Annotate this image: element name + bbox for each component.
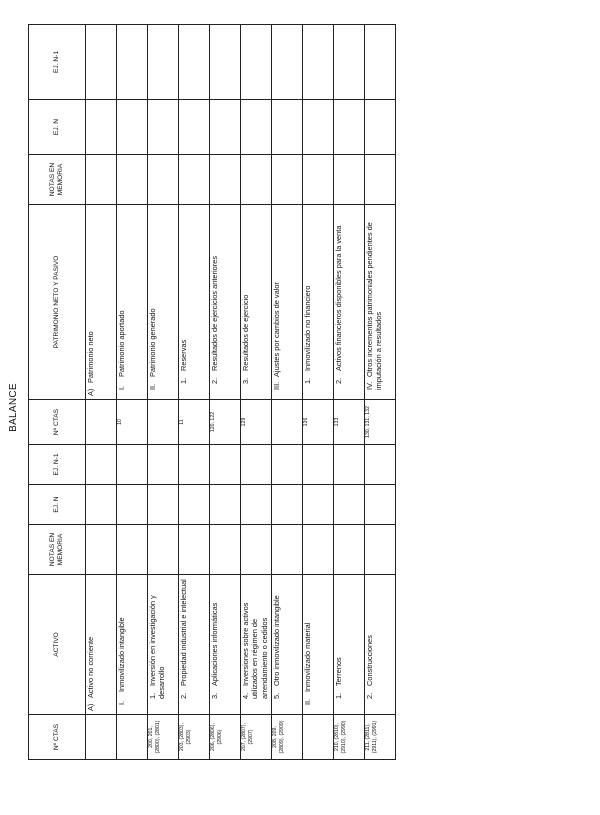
pasivo-item: [148, 205, 179, 400]
activo-ctas: 200, 201, (2800), (2801): [148, 715, 179, 760]
activo-item: [86, 575, 117, 715]
pasivo-ejn-cell: [303, 100, 334, 155]
table-row: [210, 25, 241, 760]
activo-ejn-cell: [272, 485, 303, 525]
header-activo-notas: NOTAS EN MEMORIA: [29, 525, 86, 575]
pasivo-item: [334, 205, 365, 400]
pasivo-marker: II.: [148, 383, 157, 390]
pasivo-marker: I.: [117, 385, 126, 390]
pasivo-ejn1-cell: [148, 25, 179, 100]
activo-ejn-cell: [179, 485, 210, 525]
activo-ejn1-cell: [117, 445, 148, 485]
activo-item: [272, 575, 303, 715]
activo-notas-cell: [179, 525, 210, 575]
activo-label: Terrenos: [334, 657, 343, 686]
activo-ctas: 207, (2807), (2907): [241, 715, 272, 760]
header-pasivo-ctas: Nº CTAS: [29, 400, 86, 445]
pasivo-ejn-cell: [86, 100, 117, 155]
activo-item: [148, 575, 179, 715]
activo-ejn-cell: [210, 485, 241, 525]
pasivo-notas-cell: [303, 155, 334, 205]
activo-label: Inmovilizado material: [303, 622, 312, 692]
activo-label: Otro inmovilizado intangible: [272, 595, 281, 686]
pasivo-ejn1-cell: [179, 25, 210, 100]
table-row: [303, 25, 334, 760]
pasivo-marker: 2.: [334, 377, 343, 384]
activo-item: [365, 575, 396, 715]
header-pasivo-notas: NOTAS EN MEMORIA: [29, 155, 86, 205]
activo-marker: 1.: [334, 692, 343, 699]
pasivo-ctas: 136: [303, 400, 334, 445]
pasivo-item: [272, 205, 303, 400]
pasivo-ejn-cell: [148, 100, 179, 155]
activo-ejn1-cell: [272, 445, 303, 485]
activo-ejn1-cell: [148, 445, 179, 485]
pasivo-ejn-cell: [365, 100, 396, 155]
activo-ctas: 211, (2811), (2911), (2991): [365, 715, 396, 760]
header-pasivo-ejn1: EJ. N-1: [29, 25, 86, 100]
activo-notas-cell: [365, 525, 396, 575]
pasivo-ejn-cell: [241, 100, 272, 155]
activo-marker: 2.: [365, 692, 374, 699]
pasivo-label: Patrimonio neto: [86, 331, 95, 383]
pasivo-marker: 1.: [179, 377, 188, 384]
pasivo-item: [179, 205, 210, 400]
header-activo: ACTIVO: [29, 575, 86, 715]
activo-item: [303, 575, 334, 715]
pasivo-notas-cell: [241, 155, 272, 205]
activo-ctas: 210, (2810), (2910), (2990): [334, 715, 365, 760]
pasivo-ejn-cell: [272, 100, 303, 155]
activo-notas-cell: [148, 525, 179, 575]
header-activo-ctas: Nº CTAS: [29, 715, 86, 760]
activo-ejn-cell: [148, 485, 179, 525]
pasivo-item: [303, 205, 334, 400]
activo-notas-cell: [210, 525, 241, 575]
pasivo-label: Reservas: [179, 339, 188, 371]
pasivo-label: Activos financieros disponibles para la venta: [334, 225, 343, 371]
activo-label: Construcciones: [365, 635, 374, 686]
activo-ctas: [86, 715, 117, 760]
activo-marker: II.: [303, 698, 312, 705]
activo-label: Activo no corriente: [86, 636, 95, 698]
pasivo-marker: 2.: [210, 377, 219, 384]
activo-ejn1-cell: [303, 445, 334, 485]
pasivo-ejn-cell: [179, 100, 210, 155]
pasivo-ejn1-cell: [241, 25, 272, 100]
pasivo-ctas: 10: [117, 400, 148, 445]
activo-item: [334, 575, 365, 715]
activo-ejn1-cell: [365, 445, 396, 485]
pasivo-ejn1-cell: [86, 25, 117, 100]
activo-marker: 5.: [272, 692, 281, 699]
pasivo-label: Ajustes por cambios de valor: [272, 282, 281, 377]
pasivo-ejn1-cell: [272, 25, 303, 100]
pasivo-ejn-cell: [334, 100, 365, 155]
pasivo-item: [365, 205, 396, 400]
activo-marker: 2.: [179, 692, 188, 699]
pasivo-notas-cell: [365, 155, 396, 205]
activo-notas-cell: [334, 525, 365, 575]
table-row: [334, 25, 365, 760]
pasivo-ctas: 11: [179, 400, 210, 445]
pasivo-ejn1-cell: [334, 25, 365, 100]
activo-ctas: 203, (2803), (2903): [179, 715, 210, 760]
activo-label: Inversión en investigación y desarrollo: [148, 595, 167, 699]
activo-notas-cell: [303, 525, 334, 575]
pasivo-ejn1-cell: [303, 25, 334, 100]
activo-ejn1-cell: [179, 445, 210, 485]
table-row: [148, 25, 179, 760]
table-header-row: [29, 25, 86, 760]
pasivo-label: Patrimonio aportado: [117, 310, 126, 377]
pasivo-ctas: [272, 400, 303, 445]
pasivo-ejn-cell: [117, 100, 148, 155]
table-row: [117, 25, 148, 760]
pasivo-ctas: 129: [241, 400, 272, 445]
activo-ctas: 206, (2806), (2906): [210, 715, 241, 760]
pasivo-ctas: 130, 131, 132: [365, 400, 396, 445]
pasivo-item: [241, 205, 272, 400]
pasivo-marker: 1.: [303, 377, 312, 384]
table-row: [179, 25, 210, 760]
table-row: [272, 25, 303, 760]
activo-label: Inmovilizado intangible: [117, 617, 126, 692]
activo-notas-cell: [86, 525, 117, 575]
activo-notas-cell: [272, 525, 303, 575]
header-activo-ejn1: EJ. N-1: [29, 445, 86, 485]
activo-ejn-cell: [365, 485, 396, 525]
activo-ejn1-cell: [210, 445, 241, 485]
activo-ejn1-cell: [334, 445, 365, 485]
pasivo-item: [210, 205, 241, 400]
activo-label: Aplicaciones informáticas: [210, 602, 219, 686]
pasivo-marker: 3.: [241, 377, 250, 384]
pasivo-notas-cell: [86, 155, 117, 205]
pasivo-notas-cell: [148, 155, 179, 205]
pasivo-ctas: [148, 400, 179, 445]
activo-ejn1-cell: [241, 445, 272, 485]
activo-marker: 1.: [148, 692, 157, 699]
pasivo-label: Inmovilizado no financiero: [303, 285, 312, 371]
activo-marker: A): [86, 703, 95, 711]
pasivo-label: Otros incrementos patrimoniales pendientes de imputación a resultados: [365, 222, 384, 390]
activo-marker: I.: [117, 700, 126, 705]
activo-ejn-cell: [117, 485, 148, 525]
pasivo-marker: IV.: [365, 381, 374, 390]
balance-table: [28, 24, 396, 760]
activo-ejn-cell: [241, 485, 272, 525]
pasivo-notas-cell: [117, 155, 148, 205]
pasivo-label: Resultados de ejercicio: [241, 294, 250, 371]
balance-title: BALANCE: [8, 383, 19, 432]
table-row: [86, 25, 117, 760]
pasivo-ejn1-cell: [365, 25, 396, 100]
activo-ejn1-cell: [86, 445, 117, 485]
pasivo-label: Patrimonio generado: [148, 308, 157, 377]
pasivo-ctas: 120, 122: [210, 400, 241, 445]
activo-ejn-cell: [86, 485, 117, 525]
pasivo-ejn1-cell: [117, 25, 148, 100]
pasivo-notas-cell: [210, 155, 241, 205]
header-pasivo-ejn: EJ. N: [29, 100, 86, 155]
pasivo-notas-cell: [272, 155, 303, 205]
pasivo-ctas: 133: [334, 400, 365, 445]
activo-ctas: 208, 209, (2809), (2909): [272, 715, 303, 760]
pasivo-ctas: [86, 400, 117, 445]
activo-ctas: [117, 715, 148, 760]
activo-label: Propiedad industrial e intelectual: [179, 579, 188, 686]
header-pasivo: PATRIMONIO NETO Y PASIVO: [29, 205, 86, 400]
table-row: [365, 25, 396, 760]
activo-item: [241, 575, 272, 715]
pasivo-ejn-cell: [210, 100, 241, 155]
activo-ejn-cell: [334, 485, 365, 525]
table-row: [241, 25, 272, 760]
pasivo-item: [86, 205, 117, 400]
pasivo-ejn1-cell: [210, 25, 241, 100]
pasivo-marker: A): [86, 388, 95, 396]
activo-notas-cell: [117, 525, 148, 575]
activo-item: [179, 575, 210, 715]
activo-item: [117, 575, 148, 715]
activo-ctas: [303, 715, 334, 760]
pasivo-label: Resultados de ejercicios anteriores: [210, 255, 219, 371]
activo-marker: 3.: [210, 692, 219, 699]
pasivo-notas-cell: [334, 155, 365, 205]
pasivo-item: [117, 205, 148, 400]
pasivo-notas-cell: [179, 155, 210, 205]
activo-item: [210, 575, 241, 715]
pasivo-marker: III.: [272, 381, 281, 390]
activo-label: Inversiones sobre activos utilizados en régimen de arrendamiento o cedidos: [241, 602, 269, 699]
activo-marker: 4.: [241, 692, 250, 699]
header-activo-ejn: EJ. N: [29, 485, 86, 525]
activo-ejn-cell: [303, 485, 334, 525]
activo-notas-cell: [241, 525, 272, 575]
